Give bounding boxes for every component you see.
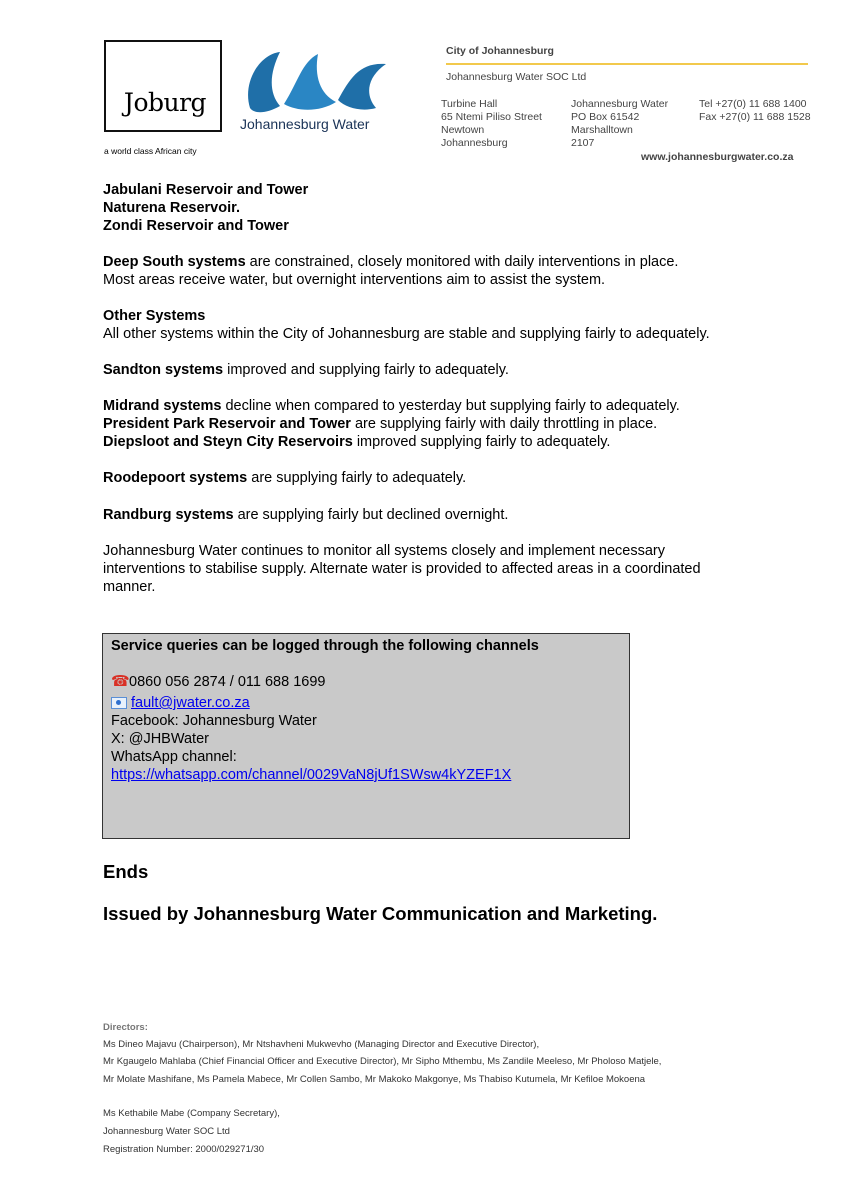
- joburg-logo: [104, 40, 224, 158]
- address-line: Turbine Hall: [441, 98, 498, 110]
- registration-number: Registration Number: 2000/029271/30: [103, 1144, 265, 1155]
- roodepoort-paragraph: [103, 469, 746, 487]
- sandton-paragraph: [103, 361, 746, 379]
- reservoir-item: Jabulani Reservoir and Tower: [103, 182, 309, 198]
- website-link[interactable]: www.johannesburgwater.co.za: [641, 151, 794, 163]
- address-postal: [571, 98, 668, 150]
- midrand-text: decline when compared to yesterday but supplying fairly to adequately.: [221, 398, 680, 414]
- reservoir-item: Naturena Reservoir.: [103, 200, 241, 216]
- address-line: 2107: [571, 137, 595, 149]
- company-secretary: Ms Kethabile Mabe (Company Secretary),: [103, 1108, 280, 1119]
- address-line: Marshalltown: [571, 124, 633, 136]
- directors-label: Directors:: [103, 1022, 148, 1033]
- roodepoort-text: are supplying fairly to adequately.: [247, 470, 467, 486]
- diepsloot-heading: Diepsloot and Steyn City Reservoirs: [103, 434, 353, 450]
- deep-south-heading: Deep South systems: [103, 254, 246, 270]
- email-row: [111, 694, 539, 712]
- service-queries-box: [102, 633, 630, 839]
- diepsloot-text: improved supplying fairly to adequately.: [352, 434, 611, 450]
- x-handle-row: X: @JHBWater: [111, 731, 209, 747]
- address-line: Newtown: [441, 124, 485, 136]
- directors-line: Mr Molate Mashifane, Ms Pamela Mabece, Mr Collen Sambo, Mr Makoko Makgonye, Ms Thabiso Kutumela, Mr Kefiloe Mokoena: [103, 1074, 646, 1085]
- phone-number: 0860 056 2874 / 011 688 1699: [129, 674, 326, 690]
- randburg-heading: Randburg systems: [103, 507, 234, 523]
- joburg-logo-frame: [104, 40, 222, 132]
- randburg-paragraph: [103, 506, 746, 524]
- address-line: PO Box 61542: [571, 111, 640, 123]
- ends-label: Ends: [103, 861, 149, 882]
- closing-line: interventions to stabilise supply. Alternate water is provided to affected areas in a coordinated: [103, 561, 701, 577]
- letterhead-company: Johannesburg Water SOC Ltd: [446, 71, 587, 83]
- address-telephone: [699, 98, 811, 124]
- directors-line: Ms Dineo Majavu (Chairperson), Mr Ntshavheni Mukwevho (Managing Director and Executive Director),: [103, 1039, 540, 1050]
- midrand-heading: Midrand systems: [103, 398, 222, 414]
- phone-row: [111, 673, 539, 691]
- closing-line: Johannesburg Water continues to monitor all systems closely and implement necessary: [103, 543, 666, 559]
- president-park-text: are supplying fairly with daily throttling in place.: [350, 416, 658, 432]
- joburg-tagline: a world class African city: [104, 146, 197, 156]
- midrand-paragraph: [103, 397, 746, 451]
- other-systems-text: All other systems within the City of Johannesburg are stable and supplying fairly to adequately.: [103, 326, 710, 342]
- sandton-text: improved and supplying fairly to adequately.: [223, 362, 509, 378]
- president-park-heading: President Park Reservoir and Tower: [103, 416, 351, 432]
- address-line: 65 Ntemi Piliso Street: [441, 111, 542, 123]
- other-systems-heading: Other Systems: [103, 308, 206, 324]
- directors-line: Mr Kgaugelo Mahlaba (Chief Financial Officer and Executive Director), Mr Sipho Mthembu, Ms Zandile Meeleso, Mr Pholoso Matjele,: [103, 1056, 662, 1067]
- joburg-logo-text: Joburg: [123, 88, 207, 117]
- issued-by: Issued by Johannesburg Water Communication and Marketing.: [103, 903, 658, 924]
- closing-paragraph: [103, 542, 746, 596]
- reservoir-item: Zondi Reservoir and Tower: [103, 218, 289, 234]
- phone-icon: ☎: [111, 673, 130, 690]
- randburg-text: are supplying fairly but declined overnight.: [233, 507, 509, 523]
- fax-line: Fax +27(0) 11 688 1528: [699, 111, 811, 123]
- address-line: Johannesburg Water: [571, 98, 669, 110]
- deep-south-paragraph: [103, 253, 746, 289]
- whatsapp-channel-link[interactable]: https://whatsapp.com/channel/0029VaN8jUf1SWsw4kYZEF1X: [111, 767, 512, 783]
- footer-company: Johannesburg Water SOC Ltd: [103, 1126, 230, 1137]
- tel-line: Tel +27(0) 11 688 1400: [699, 98, 807, 110]
- facebook-row: Facebook: Johannesburg Water: [111, 713, 317, 729]
- letterhead-rule: [446, 63, 808, 65]
- service-queries-title: Service queries can be logged through the following channels: [111, 638, 539, 654]
- deep-south-text-2: Most areas receive water, but overnight interventions aim to assist the system.: [103, 272, 606, 288]
- email-icon: [111, 697, 127, 709]
- sandton-heading: Sandton systems: [103, 362, 224, 378]
- water-wave-icon: [240, 42, 390, 116]
- address-line: Johannesburg: [441, 137, 508, 149]
- reservoir-list: [103, 181, 308, 235]
- roodepoort-heading: Roodepoort systems: [103, 470, 248, 486]
- deep-south-text: are constrained, closely monitored with daily interventions in place.: [245, 254, 679, 270]
- other-systems-paragraph: [103, 307, 746, 343]
- email-link[interactable]: fault@jwater.co.za: [131, 695, 250, 711]
- johannesburg-water-logo-text: Johannesburg Water: [240, 116, 370, 132]
- address-physical: [441, 98, 542, 150]
- letterhead-org-name: City of Johannesburg: [446, 45, 554, 57]
- closing-line: manner.: [103, 579, 156, 595]
- whatsapp-label: WhatsApp channel:: [111, 749, 237, 765]
- johannesburg-water-logo: [240, 42, 390, 142]
